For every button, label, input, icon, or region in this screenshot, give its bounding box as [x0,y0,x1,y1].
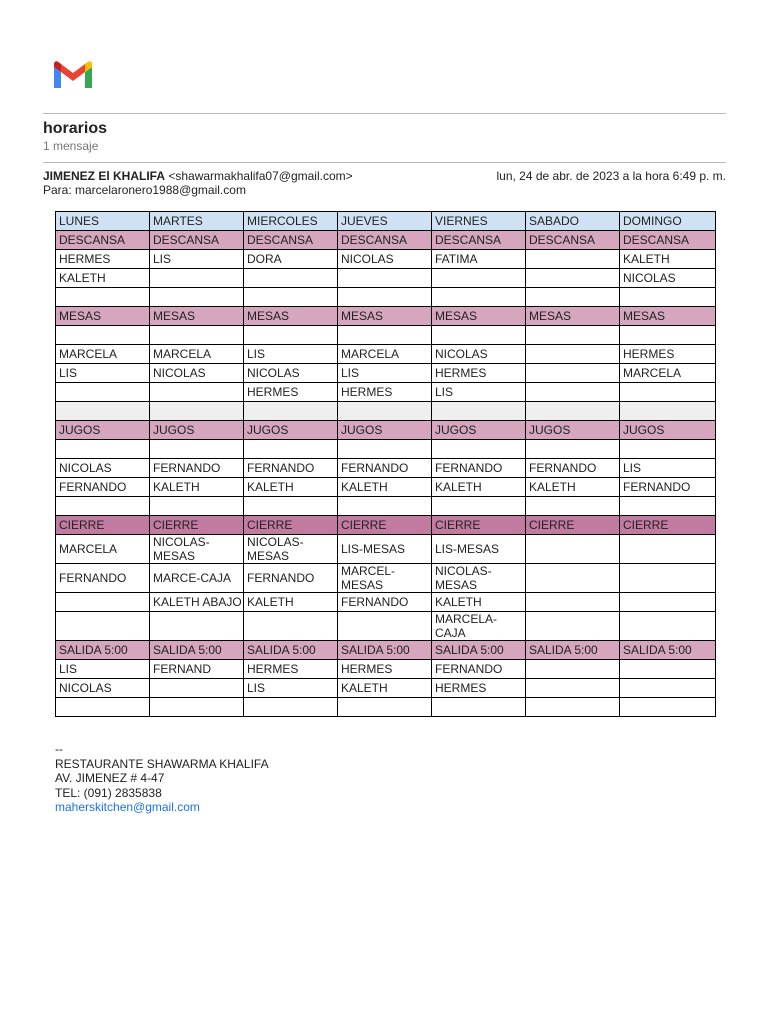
table-cell: HERMES [432,364,526,383]
table-cell: HERMES [338,383,432,402]
table-cell: NICOLAS-MESAS [244,535,338,564]
table-row [56,212,716,231]
table-cell: JUGOS [432,421,526,440]
table-cell: MESAS [432,307,526,326]
table-cell: FERNANDO [244,459,338,478]
table-cell [620,660,716,679]
table-cell: MARCE-CAJA [150,564,244,593]
table-cell [432,698,526,717]
table-cell [620,564,716,593]
table-row [56,345,716,364]
table-cell [244,612,338,641]
table-cell [526,383,620,402]
table-cell [56,288,150,307]
table-cell [526,679,620,698]
table-cell: MARCELA [620,364,716,383]
table-row [56,497,716,516]
table-cell: CIERRE [432,516,526,535]
table-cell: FATIMA [432,250,526,269]
table-cell: LIS [56,364,150,383]
signature-business-name: RESTAURANTE SHAWARMA KHALIFA [55,756,269,771]
table-cell: KALETH [432,593,526,612]
table-cell: FERNAND [150,660,244,679]
table-cell: LIS [244,345,338,364]
table-cell [620,497,716,516]
table-cell [526,612,620,641]
table-cell: CIERRE [526,516,620,535]
table-row [56,564,716,593]
table-cell: SALIDA 5:00 [56,641,150,660]
table-cell [56,612,150,641]
divider [43,113,726,114]
table-cell [150,497,244,516]
email-subject: horarios [43,120,108,137]
table-row [56,364,716,383]
table-cell: HERMES [338,660,432,679]
table-cell: LIS [338,364,432,383]
table-cell: CIERRE [56,516,150,535]
table-cell [526,698,620,717]
gmail-logo-icon [52,58,94,90]
table-cell: FERNANDO [244,564,338,593]
recipient-line: Para: marcelaronero1988@gmail.com [43,183,246,197]
table-cell: JUGOS [150,421,244,440]
table-cell [526,660,620,679]
table-row [56,326,716,345]
table-cell: FERNANDO [432,660,526,679]
table-cell [338,440,432,459]
table-cell: VIERNES [432,212,526,231]
table-cell: SALIDA 5:00 [338,641,432,660]
table-cell [620,593,716,612]
table-cell: DESCANSA [150,231,244,250]
table-row [56,421,716,440]
table-cell: KALETH [56,269,150,288]
table-cell: JUGOS [526,421,620,440]
table-cell [620,698,716,717]
table-cell [526,364,620,383]
table-cell [244,698,338,717]
table-cell: HERMES [620,345,716,364]
table-cell: MESAS [526,307,620,326]
table-row [56,593,716,612]
schedule-table [55,211,716,717]
table-cell: SALIDA 5:00 [526,641,620,660]
table-cell: LIS [244,679,338,698]
table-cell [526,564,620,593]
table-cell: SALIDA 5:00 [432,641,526,660]
table-cell: MARCELA [56,345,150,364]
table-cell: DORA [244,250,338,269]
table-row [56,660,716,679]
table-cell [526,288,620,307]
table-cell: KALETH [338,679,432,698]
table-cell [244,497,338,516]
table-cell: MARCELA [338,345,432,364]
table-cell [526,345,620,364]
table-cell: HERMES [244,660,338,679]
table-cell [338,269,432,288]
table-cell [56,383,150,402]
table-cell [150,402,244,421]
table-cell: NICOLAS [432,345,526,364]
table-cell: MARCEL-MESAS [338,564,432,593]
table-row [56,231,716,250]
table-cell: FERNANDO [56,478,150,497]
table-cell: KALETH ABAJO [150,593,244,612]
table-cell: MESAS [338,307,432,326]
table-cell: MARCELA [150,345,244,364]
table-cell: HERMES [432,679,526,698]
table-cell: SABADO [526,212,620,231]
table-cell: CIERRE [338,516,432,535]
table-row [56,307,716,326]
table-cell [620,612,716,641]
table-cell [150,383,244,402]
email-signature [55,742,269,815]
table-cell: KALETH [338,478,432,497]
table-cell [526,440,620,459]
sender-line [43,169,353,183]
table-cell: DESCANSA [244,231,338,250]
table-cell: MESAS [620,307,716,326]
table-cell [244,402,338,421]
table-row [56,459,716,478]
table-cell [620,383,716,402]
email-date: lun, 24 de abr. de 2023 a la hora 6:49 p. m. [496,169,726,183]
table-cell [432,440,526,459]
table-cell: DESCANSA [526,231,620,250]
table-cell: JUGOS [338,421,432,440]
table-cell: FERNANDO [56,564,150,593]
table-cell: DOMINGO [620,212,716,231]
table-cell: MARTES [150,212,244,231]
table-cell [432,402,526,421]
signature-phone: TEL: (091) 2835838 [55,785,162,800]
table-cell [620,440,716,459]
table-cell: SALIDA 5:00 [620,641,716,660]
table-cell: FERNANDO [432,459,526,478]
table-cell [150,288,244,307]
table-cell [150,269,244,288]
table-cell: LIS [432,383,526,402]
table-cell [244,440,338,459]
table-cell: CIERRE [150,516,244,535]
table-row [56,383,716,402]
table-row [56,478,716,497]
table-cell: NICOLAS [150,364,244,383]
table-cell [526,250,620,269]
table-row [56,269,716,288]
table-cell [526,402,620,421]
table-row [56,440,716,459]
table-cell [56,402,150,421]
message-count: 1 mensaje [43,139,99,153]
table-cell [526,269,620,288]
table-cell: FERNANDO [620,478,716,497]
table-cell: MARCELA [56,535,150,564]
table-cell [150,612,244,641]
table-cell: DESCANSA [338,231,432,250]
table-cell: NICOLAS-MESAS [150,535,244,564]
signature-address: AV. JIMENEZ # 4-47 [55,771,165,785]
table-cell [150,326,244,345]
table-cell: LIS [56,660,150,679]
table-cell [338,612,432,641]
table-cell: LIS-MESAS [432,535,526,564]
table-cell: JUGOS [244,421,338,440]
sender-name: JIMENEZ El KHALIFA [43,169,166,183]
table-cell [150,440,244,459]
table-cell [620,679,716,698]
table-row [56,402,716,421]
table-cell: MESAS [244,307,338,326]
table-cell [338,288,432,307]
table-cell: FERNANDO [526,459,620,478]
table-cell: SALIDA 5:00 [244,641,338,660]
table-cell: CIERRE [620,516,716,535]
table-cell [244,288,338,307]
table-cell: DESCANSA [620,231,716,250]
table-cell [432,497,526,516]
table-cell: DESCANSA [56,231,150,250]
table-row [56,698,716,717]
table-cell: JUGOS [620,421,716,440]
table-cell [56,698,150,717]
table-cell: NICOLAS [620,269,716,288]
table-cell: NICOLAS [56,679,150,698]
table-cell [432,269,526,288]
table-cell [432,326,526,345]
table-cell: MIERCOLES [244,212,338,231]
table-row [56,516,716,535]
table-cell: LIS-MESAS [338,535,432,564]
table-cell: NICOLAS [338,250,432,269]
table-row [56,612,716,641]
table-cell [526,593,620,612]
table-cell [620,402,716,421]
table-cell: JUEVES [338,212,432,231]
table-cell: DESCANSA [432,231,526,250]
table-cell: NICOLAS-MESAS [432,564,526,593]
table-cell: MESAS [150,307,244,326]
table-cell: SALIDA 5:00 [150,641,244,660]
table-cell [56,326,150,345]
table-cell: KALETH [150,478,244,497]
signature-separator: -- [55,742,63,756]
table-cell: LUNES [56,212,150,231]
table-cell: LIS [620,459,716,478]
table-row [56,250,716,269]
table-cell [56,497,150,516]
table-cell [432,288,526,307]
table-cell: KALETH [244,478,338,497]
table-cell: FERNANDO [150,459,244,478]
table-cell: KALETH [526,478,620,497]
table-cell [56,440,150,459]
table-cell: KALETH [432,478,526,497]
table-cell: LIS [150,250,244,269]
table-cell [244,269,338,288]
table-cell [526,497,620,516]
table-cell [526,326,620,345]
table-cell [338,698,432,717]
table-cell: NICOLAS [56,459,150,478]
table-cell: JUGOS [56,421,150,440]
divider [43,162,726,163]
table-cell [244,326,338,345]
table-cell: KALETH [620,250,716,269]
table-cell: KALETH [244,593,338,612]
table-cell [150,698,244,717]
table-row [56,288,716,307]
table-cell [56,593,150,612]
table-cell [526,535,620,564]
table-cell [338,326,432,345]
table-cell: HERMES [244,383,338,402]
table-cell [620,535,716,564]
table-cell: MESAS [56,307,150,326]
table-row [56,679,716,698]
table-row [56,641,716,660]
table-cell: CIERRE [244,516,338,535]
table-cell [620,326,716,345]
table-cell: HERMES [56,250,150,269]
table-cell [338,402,432,421]
table-cell: FERNANDO [338,593,432,612]
table-cell [150,679,244,698]
sender-email: <shawarmakhalifa07@gmail.com> [168,169,353,183]
table-cell [338,497,432,516]
table-cell [620,288,716,307]
signature-email-link[interactable]: maherskitchen@gmail.com [55,800,200,814]
table-row [56,535,716,564]
table-cell: MARCELA-CAJA [432,612,526,641]
table-cell: FERNANDO [338,459,432,478]
table-cell: NICOLAS [244,364,338,383]
